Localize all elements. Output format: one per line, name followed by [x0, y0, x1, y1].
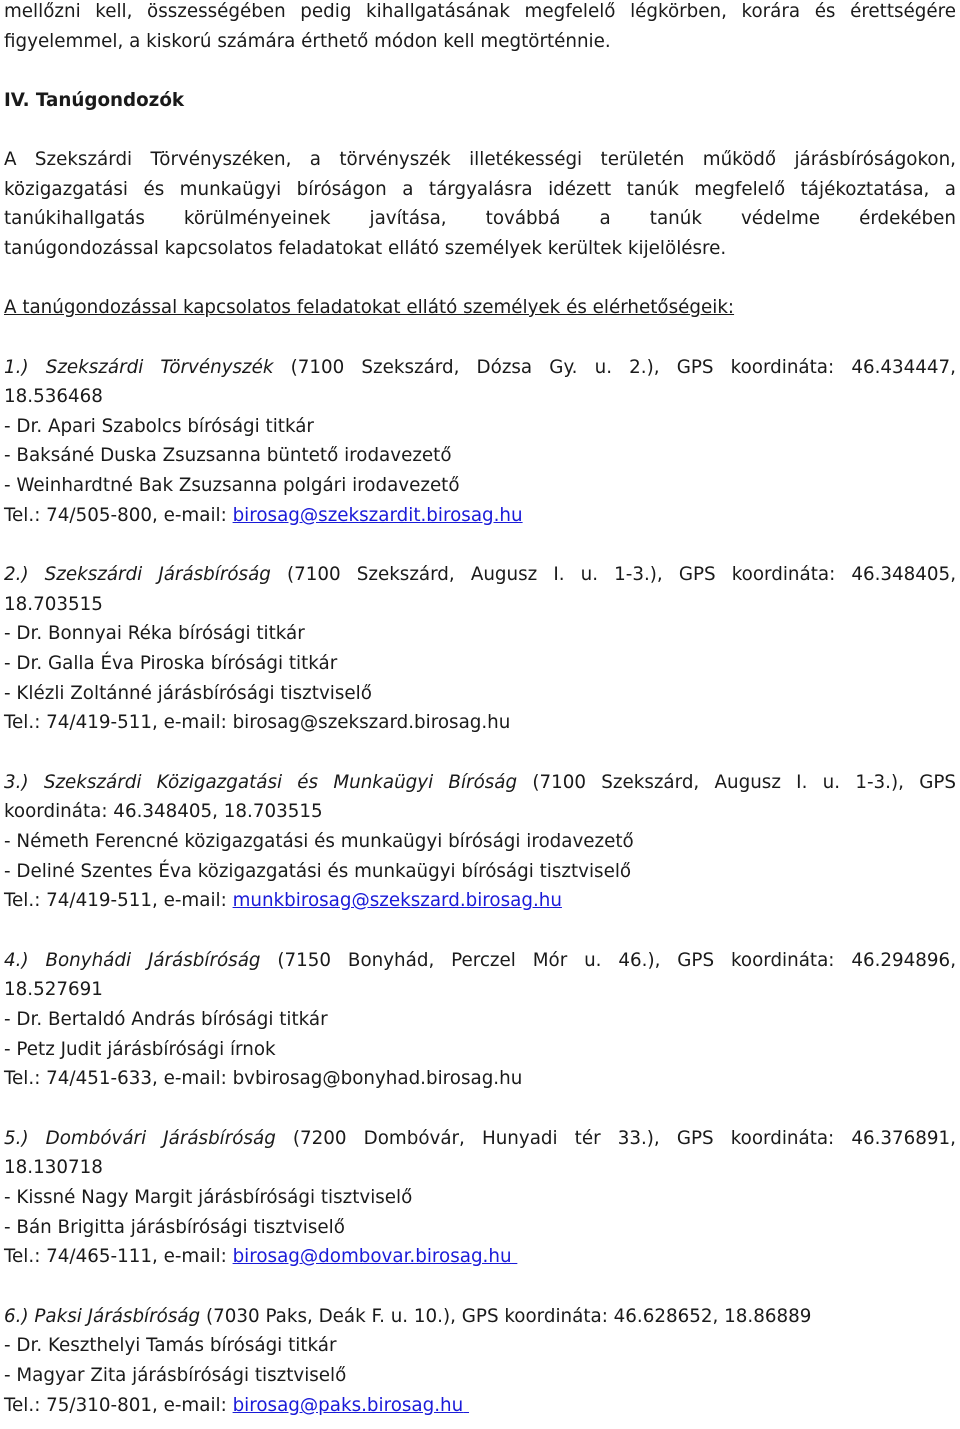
entry-title-line [4, 1124, 956, 1154]
person-line: - Magyar Zita járásbírósági tisztviselő [4, 1365, 347, 1386]
person-line: - Petz Judit járásbírósági írnok [4, 1039, 276, 1060]
paragraph-line: közigazgatási és munkaügyi bíróságon a tárgyalásra idézett tanúk megfelelő tájékoztatása, a [4, 179, 956, 200]
court-coords: 18.536468 [4, 386, 103, 407]
intro-line: figyelemmel, a kiskorú számára érthető módon kell megtörténnie. [4, 31, 611, 52]
contact-line: Tel.: 74/419-511, e-mail: birosag@szekszard.birosag.hu [4, 712, 511, 733]
court-coords: 18.130718 [4, 1157, 103, 1178]
court-name: 6.) Paksi Járásbíróság [4, 1306, 201, 1327]
person-line: - Dr. Bertaldó András bírósági titkár [4, 1009, 328, 1030]
entry-title-line [4, 1302, 956, 1332]
contact-line: Tel.: 74/451-633, e-mail: bvbirosag@bonyhad.birosag.hu [4, 1068, 523, 1089]
contact-line [4, 1242, 956, 1272]
paragraph-line: tanúgondozással kapcsolatos feladatokat ellátó személyek kerültek kijelölésre. [4, 238, 727, 259]
court-name: 1.) Szekszárdi Törvényszék [4, 357, 274, 378]
contact-line [4, 501, 956, 531]
person-line: - Kissné Nagy Margit járásbírósági tisztviselő [4, 1187, 413, 1208]
court-address: (7100 Szekszárd, Dózsa Gy. u. 2.), GPS koordináta: 46.434447, [290, 357, 956, 378]
court-address: (7200 Dombóvár, Hunyadi tér 33.), GPS koordináta: 46.376891, [292, 1128, 956, 1149]
email-link[interactable]: birosag@paks.birosag.hu [232, 1395, 464, 1416]
intro-line: mellőzni kell, összességében pedig kihallgatásának megfelelő légkörben, korára és érettségére [4, 1, 956, 22]
section-heading: IV. Tanúgondozók [4, 90, 185, 111]
person-line: - Bán Brigitta járásbírósági tisztviselő [4, 1217, 345, 1238]
court-coords: koordináta: 46.348405, 18.703515 [4, 801, 323, 822]
contact-tel: Tel.: 74/505-800, e-mail: [4, 505, 233, 526]
court-address: (7100 Szekszárd, Augusz I. u. 1-3.), GPS [532, 772, 956, 793]
court-coords: 18.703515 [4, 594, 103, 615]
email-link[interactable]: birosag@dombovar.birosag.hu [232, 1246, 512, 1267]
contacts-subheading: A tanúgondozással kapcsolatos feladatokat ellátó személyek és elérhetőségeik: [4, 297, 735, 318]
paragraph-line: tanúkihallgatás körülményeinek javítása, továbbá a tanúk védelme érdekében [4, 208, 956, 229]
person-line: - Németh Ferencné közigazgatási és munkaügyi bírósági irodavezető [4, 831, 634, 852]
person-line: - Dr. Bonnyai Réka bírósági titkár [4, 623, 305, 644]
person-line: - Dr. Keszthelyi Tamás bírósági titkár [4, 1335, 337, 1356]
entry-title-line [4, 560, 956, 590]
court-address: (7100 Szekszárd, Augusz I. u. 1-3.), GPS koordináta: 46.348405, [287, 564, 957, 585]
court-name: 3.) Szekszárdi Közigazgatási és Munkaügyi Bíróság [4, 772, 518, 793]
court-name: 2.) Szekszárdi Járásbíróság [4, 564, 271, 585]
contact-line [4, 886, 956, 916]
entry-title-line [4, 768, 956, 798]
entry-title-line [4, 353, 956, 383]
paragraph-line: A Szekszárdi Törvényszéken, a törvényszék illetékességi területén működő járásbíróságokon, [4, 149, 956, 170]
person-line: - Baksáné Duska Zsuzsanna büntető irodavezető [4, 445, 452, 466]
contact-line [4, 1391, 956, 1421]
court-name: 5.) Dombóvári Járásbíróság [4, 1128, 276, 1149]
person-line: - Dr. Apari Szabolcs bírósági titkár [4, 416, 314, 437]
court-coords: 18.527691 [4, 979, 103, 1000]
person-line: - Deliné Szentes Éva közigazgatási és munkaügyi bírósági tisztviselő [4, 861, 632, 882]
contact-tel: Tel.: 74/419-511, e-mail: [4, 890, 233, 911]
email-link[interactable]: birosag@szekszardit.birosag.hu [232, 505, 523, 526]
entry-title-line [4, 946, 956, 976]
person-line: - Dr. Galla Éva Piroska bírósági titkár [4, 653, 338, 674]
contact-tel: Tel.: 75/310-801, e-mail: [4, 1395, 233, 1416]
court-name: 4.) Bonyhádi Járásbíróság [4, 950, 261, 971]
email-link[interactable]: munkbirosag@szekszard.birosag.hu [232, 890, 562, 911]
court-address: (7030 Paks, Deák F. u. 10.), GPS koordináta: 46.628652, 18.86889 [205, 1306, 812, 1327]
person-line: - Klézli Zoltánné járásbírósági tisztviselő [4, 683, 372, 704]
person-line: - Weinhardtné Bak Zsuzsanna polgári irodavezető [4, 475, 460, 496]
court-address: (7150 Bonyhád, Perczel Mór u. 46.), GPS koordináta: 46.294896, [277, 950, 957, 971]
contact-tel: Tel.: 74/465-111, e-mail: [4, 1246, 233, 1267]
